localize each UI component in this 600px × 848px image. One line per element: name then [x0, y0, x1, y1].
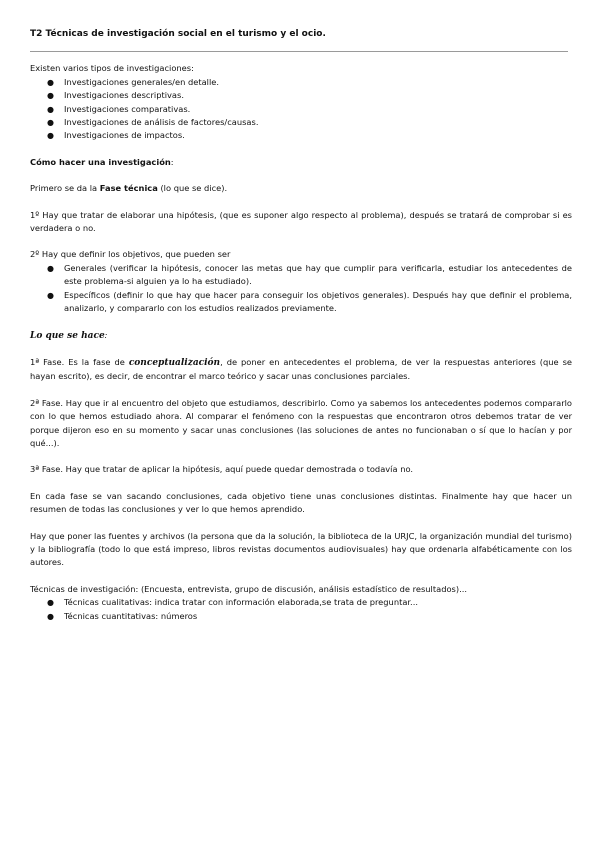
- list-item: ● Técnicas cuantitativas: números: [64, 610, 572, 623]
- title-divider: [30, 51, 568, 52]
- bullet-icon: ●: [47, 118, 54, 128]
- types-list: [30, 76, 572, 143]
- bullet-icon: ●: [47, 611, 54, 621]
- list-item: ● Técnicas cualitativas: indica tratar con información elaborada,se trata de preguntar...: [64, 596, 572, 609]
- bullet-icon: ●: [47, 91, 54, 101]
- phase-3: 3ª Fase. Hay que tratar de aplicar la hipótesis, aquí puede quedar demostrada o todavía no.: [30, 464, 414, 475]
- step-2-intro: 2º Hay que definir los objetivos, que pueden ser: [30, 249, 231, 260]
- sources-paragraph: Hay que poner las fuentes y archivos (la persona que da la solución, la biblioteca de la URJC, la organización mundial del turismo) y la bibliografía (todo lo que está impreso, libros revistas documentos audiovisuales) hay que ordenarla alfabéticamente con los autores.: [30, 530, 572, 568]
- technical-phase: Primero se da la Fase técnica (lo que se dice).: [30, 183, 228, 194]
- phase-2: 2ª Fase. Hay que ir al encuentro del objeto que estudiamos, describirlo. Como ya sabemos los antecedentes podemos compararlo con lo que hemos estudiado ahora. Al comparar el fenómeno con la respuestas que encontraron otros debemos tratar de ver porque dijeron eso en su momento y sacar unas conclusiones (las soluciones de antes no funcionaban o sí que lo hacían y por qué...).: [30, 397, 572, 448]
- objectives-list: [30, 262, 572, 316]
- bullet-icon: ●: [47, 77, 54, 87]
- bullet-icon: ●: [47, 290, 54, 300]
- list-item: ● Investigaciones descriptivas.: [64, 89, 572, 102]
- step-1: 1º Hay que tratar de elaborar una hipótesis, (que es suponer algo respecto al problema), después se tratará de comprobar si es verdadera o no.: [30, 209, 572, 234]
- bullet-icon: ●: [47, 263, 54, 273]
- bullet-icon: ●: [47, 598, 54, 608]
- list-item: ● Específicos (definir lo que hay que hacer para conseguir los objetivos generales). Después hay que definir el problema, analizarlo, y compararlo con los estudios realizados previamente.: [47, 289, 572, 314]
- list-item: ● Investigaciones de impactos.: [64, 129, 572, 142]
- list-item: ● Generales (verificar la hipótesis, conocer las metas que hay que cumplir para verificarla, estudiar los antecedentes de este problema-si alguien ya lo ha estudiado).: [47, 262, 572, 287]
- how-heading: Cómo hacer una investigación:: [30, 156, 174, 167]
- bullet-icon: ●: [47, 104, 54, 114]
- phase-1: 1ª Fase. Es la fase de conceptualización, de poner en antecedentes el problema, de ver la respuestas anteriores (que se hayan escrito), es decir, de encontrar el marco teórico y sacar unas conclusiones parciales.: [30, 356, 572, 382]
- what-heading: Lo que se hace:: [30, 329, 108, 341]
- types-intro: Existen varios tipos de investigaciones:: [30, 63, 194, 74]
- page-title: T2 Técnicas de investigación social en el turismo y el ocio.: [30, 29, 326, 39]
- list-item: ● Investigaciones de análisis de factores/causas.: [64, 116, 572, 129]
- list-item: ● Investigaciones comparativas.: [64, 103, 572, 116]
- bullet-icon: ●: [47, 131, 54, 141]
- techniques-intro: Técnicas de investigación: (Encuesta, entrevista, grupo de discusión, análisis estadístico de resultados)...: [30, 583, 468, 594]
- list-item: ● Investigaciones generales/en detalle.: [64, 76, 572, 89]
- each-phase-paragraph: En cada fase se van sacando conclusiones, cada objetivo tiene unas conclusiones distintas. Finalmente hay que hacer un resumen de todas las conclusiones y ver lo que hemos aprendido.: [30, 490, 572, 515]
- techniques-list: [30, 596, 572, 623]
